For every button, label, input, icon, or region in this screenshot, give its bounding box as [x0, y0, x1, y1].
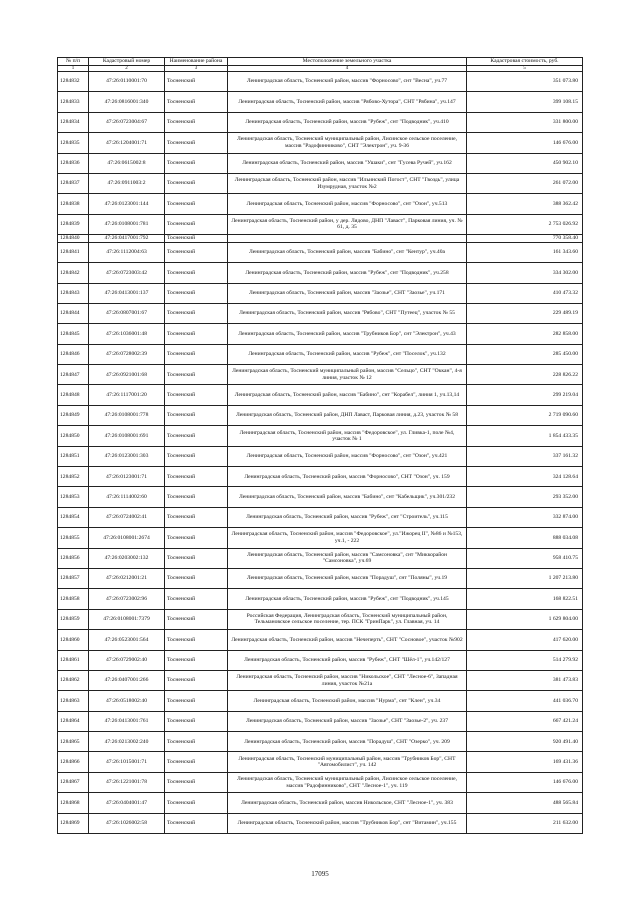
- cadastral-number: 47:26:0518002:40: [89, 691, 165, 711]
- land-plot-location: Ленинградская область, Тосненский район, массив "Бабино", снт "Корабел", линия 1, уч.13,14: [228, 385, 467, 405]
- cadastral-value: 168 822.51: [467, 589, 583, 609]
- row-number: 1284835: [58, 133, 89, 153]
- cadastral-value: 332 874.00: [467, 507, 583, 527]
- land-plot-location: Ленинградская область, Тосненский район, массив "Порадуш", СНТ "Озерко", уч. 209: [228, 732, 467, 752]
- district-name: Тосненский: [165, 609, 228, 629]
- page-number: 17095: [311, 870, 329, 878]
- cadastral-value: 299 219.04: [467, 385, 583, 405]
- district-name: Тосненский: [165, 263, 228, 283]
- cadastral-number: 47:26:1015001:71: [89, 752, 165, 772]
- cadastral-number: 47:26:0123001:71: [89, 467, 165, 487]
- land-plot-location: Ленинградская область, Тосненский район, массив "Заозье", СНТ "Заозье-2", уч. 237: [228, 711, 467, 731]
- cadastral-value: 331 800.00: [467, 112, 583, 132]
- table-row: [58, 548, 583, 568]
- cadastral-value: 770 358.40: [467, 235, 583, 243]
- cadastral-value: 1 207 213.80: [467, 568, 583, 588]
- district-name: Тосненский: [165, 344, 228, 364]
- land-plot-location: Ленинградская область, Тосненский район, массив "Бабино", снт "Кабельщик", уч.301/232: [228, 487, 467, 507]
- district-name: Тосненский: [165, 589, 228, 609]
- cadastral-number: 47:26:1036001:48: [89, 324, 165, 344]
- cadastral-number: 47:26:1114002:60: [89, 487, 165, 507]
- district-name: Тосненский: [165, 528, 228, 548]
- cadastral-number: 47:26:0723003:42: [89, 263, 165, 283]
- table-row: [58, 173, 583, 193]
- cadastral-value: 229 489.19: [467, 303, 583, 323]
- district-name: Тосненский: [165, 405, 228, 425]
- cadastral-number: 47:26:0724002:41: [89, 507, 165, 527]
- row-number: 1284838: [58, 194, 89, 214]
- header-location: Местоположение земельного участка: [228, 58, 467, 66]
- cadastral-value: 169 431.36: [467, 752, 583, 772]
- row-number: 1284869: [58, 813, 89, 833]
- cadastral-value: 488 565.84: [467, 793, 583, 813]
- cadastral-number: 47:26:0615002:8: [89, 153, 165, 173]
- cadastral-value: 228 826.22: [467, 365, 583, 385]
- cadastral-value: 1 854 433.35: [467, 426, 583, 446]
- row-number: 1284860: [58, 630, 89, 650]
- district-name: Тосненский: [165, 568, 228, 588]
- district-name: Тосненский: [165, 630, 228, 650]
- land-plot-location: Ленинградская область, Тосненский район, массив "Форносово", СНТ "Озон", уч. 159: [228, 467, 467, 487]
- cadastral-number: 47:26:1204001:71: [89, 133, 165, 153]
- row-number: 1284850: [58, 426, 89, 446]
- cadastral-number: 47:26:0523001:564: [89, 630, 165, 650]
- district-name: Тосненский: [165, 670, 228, 690]
- cadastral-number: 47:26:0816001:340: [89, 92, 165, 112]
- cadastral-number: 47:26:0723004:67: [89, 112, 165, 132]
- table-row: [58, 365, 583, 385]
- district-name: Тосненский: [165, 242, 228, 262]
- table-row: [58, 385, 583, 405]
- land-plot-location: Ленинградская область, Тосненский район, массив "Рубеж", снт "Подводник", уч.258: [228, 263, 467, 283]
- district-name: Тосненский: [165, 283, 228, 303]
- cadastral-value: 381 473.83: [467, 670, 583, 690]
- table-row: [58, 568, 583, 588]
- land-plot-location: Ленинградская область, Тосненский район, массив "Заозье", СНТ "Заозье", уч.171: [228, 283, 467, 303]
- table-row: [58, 813, 583, 833]
- table-row: [58, 467, 583, 487]
- cadastral-value: 334 302.00: [467, 263, 583, 283]
- column-number: 5: [467, 66, 583, 72]
- row-number: 1284842: [58, 263, 89, 283]
- district-name: Тосненский: [165, 72, 228, 92]
- district-name: Тосненский: [165, 772, 228, 792]
- table-row: [58, 589, 583, 609]
- cadastral-value: 958 410.75: [467, 548, 583, 568]
- table-row: [58, 732, 583, 752]
- land-plot-location: Ленинградская область, Тосненский муниципальный район, Лисинское сельское поселение, массив "Радофинниково", СНТ "Лесное-1", уч. 119: [228, 772, 467, 792]
- cadastral-value: 2 753 026.92: [467, 214, 583, 234]
- district-name: Тосненский: [165, 153, 228, 173]
- cadastral-value: 285 450.00: [467, 344, 583, 364]
- district-name: Тосненский: [165, 214, 228, 234]
- cadastral-value: 211 632.00: [467, 813, 583, 833]
- land-plot-location: Ленинградская область, Тосненский район, массив "Рубеж", снт "Подводник", уч.410: [228, 112, 467, 132]
- table-row: [58, 507, 583, 527]
- land-plot-location: Ленинградская область, Тосненский район, у дер. Лядово, ДНП "Лаваст", Парковая линия, уч. № 61, д. 35: [228, 214, 467, 234]
- table-row: [58, 691, 583, 711]
- row-number: 1284856: [58, 548, 89, 568]
- table-row: [58, 650, 583, 670]
- district-name: Тосненский: [165, 691, 228, 711]
- district-name: Тосненский: [165, 173, 228, 193]
- cadastral-number: 47:26:0729002:40: [89, 650, 165, 670]
- land-plot-location: Ленинградская область, Тосненский район, массив "Форносово", снт "Озон", уч.513: [228, 194, 467, 214]
- cadastral-value: 410 473.32: [467, 283, 583, 303]
- cadastral-value: 293 352.00: [467, 487, 583, 507]
- table-row: [58, 133, 583, 153]
- table-row: [58, 670, 583, 690]
- column-number: 4: [228, 66, 467, 72]
- cadastral-number: 47:26:0417001:792: [89, 235, 165, 243]
- land-plot-location: Ленинградская область, Тосненский район, массив "Трубников Бор", снт "Электрон", уч.43: [228, 324, 467, 344]
- district-name: Тосненский: [165, 548, 228, 568]
- land-plot-location: Ленинградская область, Тосненский район, массив "Трубников Бор", снт "Витамин", уч.155: [228, 813, 467, 833]
- header-district: Наименование района: [165, 58, 228, 66]
- land-plot-location: [228, 235, 467, 243]
- cadastral-value: 441 036.70: [467, 691, 583, 711]
- column-number: 2: [89, 66, 165, 72]
- cadastral-number: 47:26:0213002:240: [89, 732, 165, 752]
- district-name: Тосненский: [165, 793, 228, 813]
- row-number: 1284849: [58, 405, 89, 425]
- land-plot-location: Ленинградская область, Тосненский район, массив "Бабино", снт "Кентур", уч.40а: [228, 242, 467, 262]
- cadastral-number: 47:26:1026002:58: [89, 813, 165, 833]
- table-body: [58, 72, 583, 834]
- district-name: Тосненский: [165, 732, 228, 752]
- cadastral-value: 351 073.80: [467, 72, 583, 92]
- cadastral-value: 417 620.00: [467, 630, 583, 650]
- cadastral-number: 47:26:0108001:691: [89, 426, 165, 446]
- table-row: [58, 283, 583, 303]
- cadastral-value: 2 719 090.60: [467, 405, 583, 425]
- land-plot-location: Ленинградская область, Тосненский муниципальный район, Лисинское сельское поселение, массив "Радофинниково", СНТ "Электрон", уч. 9-36: [228, 133, 467, 153]
- table-row: [58, 72, 583, 92]
- table-row: [58, 405, 583, 425]
- cadastral-value: 388 362.42: [467, 194, 583, 214]
- table-row: [58, 630, 583, 650]
- cadastral-number: 47:26:0108001:2674: [89, 528, 165, 548]
- cadastral-number: 47:26:0728002:39: [89, 344, 165, 364]
- table-row: [58, 214, 583, 234]
- cadastral-value: 450 902.10: [467, 153, 583, 173]
- district-name: Тосненский: [165, 507, 228, 527]
- cadastral-number: 47:26:0911003:2: [89, 173, 165, 193]
- land-plot-location: Ленинградская область, Тосненский район, массив "Федоровское", ул."Ижорец II", №86 и №153, уч.1, - 222: [228, 528, 467, 548]
- header-cadastral-number: Кадастровый номер: [89, 58, 165, 66]
- district-name: Тосненский: [165, 365, 228, 385]
- district-name: Тосненский: [165, 813, 228, 833]
- land-plot-location: Ленинградская область, Тосненский район, массив "Рубеж", снт "Строитель", уч.115: [228, 507, 467, 527]
- district-name: Тосненский: [165, 752, 228, 772]
- land-plot-location: Ленинградская область, Тосненский район, массив "Рубеж", снт "Поселок", уч.132: [228, 344, 467, 364]
- cadastral-number: 47:26:0413001:137: [89, 283, 165, 303]
- cadastral-number: 47:26:0108001:778: [89, 405, 165, 425]
- row-number: 1284852: [58, 467, 89, 487]
- row-number: 1284854: [58, 507, 89, 527]
- district-name: Тосненский: [165, 467, 228, 487]
- land-plot-location: Ленинградская область, Тосненский муниципальный район, массив "Трубников Бор", СНТ "Автомобилист", уч. 142: [228, 752, 467, 772]
- table-row: [58, 446, 583, 466]
- cadastral-number: 47:26:0212001:21: [89, 568, 165, 588]
- district-name: Тосненский: [165, 446, 228, 466]
- table-row: [58, 772, 583, 792]
- cadastral-value: 146 676.00: [467, 772, 583, 792]
- cadastral-number: 47:26:1221001:78: [89, 772, 165, 792]
- row-number: 1284836: [58, 153, 89, 173]
- header-number: № п/п: [58, 58, 89, 66]
- land-plot-location: Ленинградская область, Тосненский район, массив "Ушаки", снт "Гусева Ручей", уч.162: [228, 153, 467, 173]
- land-plot-location: Ленинградская область, Тосненский район, массив "Ильинский Погост", СНТ "Гвоздь", улица Изумрудная, участок №2: [228, 173, 467, 193]
- table-row: [58, 752, 583, 772]
- table-row: [58, 487, 583, 507]
- cadastral-number: 47:26:0921001:68: [89, 365, 165, 385]
- cadastral-value: 282 858.00: [467, 324, 583, 344]
- land-plot-location: Ленинградская область, Тосненский район, массив "Рябово-Хутора", СНТ "Рябина", уч.147: [228, 92, 467, 112]
- cadastral-number: 47:26:0413001:761: [89, 711, 165, 731]
- district-name: Тосненский: [165, 235, 228, 243]
- land-plot-location: Ленинградская область, Тосненский район, массив "Порадуш", снт "Поляны", уч.19: [228, 568, 467, 588]
- cadastral-value: 324 128.64: [467, 467, 583, 487]
- row-number: 1284845: [58, 324, 89, 344]
- district-name: Тосненский: [165, 650, 228, 670]
- land-plot-location: Ленинградская область, Тосненский район, массив "Нурма", снт "Клен", уч.34: [228, 691, 467, 711]
- table-row: [58, 242, 583, 262]
- district-name: Тосненский: [165, 426, 228, 446]
- cadastral-value: 261 072.00: [467, 173, 583, 193]
- table-row: [58, 426, 583, 446]
- district-name: Тосненский: [165, 385, 228, 405]
- cadastral-number: 47:26:0108001:7379: [89, 609, 165, 629]
- table-row: [58, 92, 583, 112]
- cadastral-number: 47:26:0123001:303: [89, 446, 165, 466]
- cadastral-value: 161 343.60: [467, 242, 583, 262]
- land-plot-location: Ленинградская область, Тосненский район, массив "Рубеж", снт "Подводник", уч.145: [228, 589, 467, 609]
- cadastral-number: 47:26:0110001:70: [89, 72, 165, 92]
- district-name: Тосненский: [165, 194, 228, 214]
- row-number: 1284866: [58, 752, 89, 772]
- table-row: [58, 528, 583, 548]
- cadastral-number: 47:26:0407001:266: [89, 670, 165, 690]
- land-plot-location: Российская Федерация, Ленинградская область, Тосненский муниципальный район, Тельмановское сельское поселение, тер. ПСК "ГринПарк", ул. Главная, уч. 14: [228, 609, 467, 629]
- district-name: Тосненский: [165, 92, 228, 112]
- row-number: 1284863: [58, 691, 89, 711]
- district-name: Тосненский: [165, 324, 228, 344]
- land-plot-location: Ленинградская область, Тосненский район, массив "Форносово", снт "Весна", уч.77: [228, 72, 467, 92]
- cadastral-value: 399 108.15: [467, 92, 583, 112]
- cadastral-value: 1 629 804.00: [467, 609, 583, 629]
- table-row: [58, 235, 583, 243]
- row-number: 1284857: [58, 568, 89, 588]
- cadastral-number: 47:26:1112004:63: [89, 242, 165, 262]
- table-row: [58, 609, 583, 629]
- cadastral-value: 146 676.00: [467, 133, 583, 153]
- table-row: [58, 344, 583, 364]
- table-row: [58, 153, 583, 173]
- cadastral-value: 337 161.32: [467, 446, 583, 466]
- cadastral-value-table: [57, 57, 583, 834]
- cadastral-number: 47:26:0203002:132: [89, 548, 165, 568]
- district-name: Тосненский: [165, 487, 228, 507]
- cadastral-number: 47:26:0723002:96: [89, 589, 165, 609]
- row-number: 1284834: [58, 112, 89, 132]
- row-number: 1284864: [58, 711, 89, 731]
- table-row: [58, 112, 583, 132]
- cadastral-value: 920 491.40: [467, 732, 583, 752]
- header-row: [58, 58, 583, 66]
- cadastral-number: 47:26:0404001:47: [89, 793, 165, 813]
- row-number: 1284868: [58, 793, 89, 813]
- row-number: 1284851: [58, 446, 89, 466]
- land-plot-location: Ленинградская область, Тосненский район, массив "Форносово", снт "Озон", уч.421: [228, 446, 467, 466]
- header-cadastral-value: Кадастровая стоимость, руб.: [467, 58, 583, 66]
- land-plot-location: Ленинградская область, Тосненский район, массив "Нечеперть", СНТ "Сосновое", участок №902: [228, 630, 467, 650]
- cadastral-value: 667 421.24: [467, 711, 583, 731]
- row-number: 1284847: [58, 365, 89, 385]
- row-number: 1284832: [58, 72, 89, 92]
- district-name: Тосненский: [165, 303, 228, 323]
- land-plot-location: Ленинградская область, Тосненский район, массив "Федоровское", ул. Гливка-1, поле №4, участок № 1: [228, 426, 467, 446]
- row-number: 1284858: [58, 589, 89, 609]
- row-number: 1284841: [58, 242, 89, 262]
- row-number: 1284833: [58, 92, 89, 112]
- cadastral-number: 47:26:1117001:20: [89, 385, 165, 405]
- land-plot-location: Ленинградская область, Тосненский район, ДНП Лаваст, Парковая линия, д.23, участок № 58: [228, 405, 467, 425]
- cadastral-value: 888 034.08: [467, 528, 583, 548]
- row-number: 1284846: [58, 344, 89, 364]
- column-number: 1: [58, 66, 89, 72]
- table-row: [58, 711, 583, 731]
- land-plot-location: Ленинградская область, Тосненский район, массив "Никольское", СНТ "Лесное-6", Западная линия, участок №21а: [228, 670, 467, 690]
- cadastral-number: 47:26:0807001:67: [89, 303, 165, 323]
- row-number: 1284862: [58, 670, 89, 690]
- row-number: 1284839: [58, 214, 89, 234]
- row-number: 1284867: [58, 772, 89, 792]
- cadastral-number: 47:26:0108001:781: [89, 214, 165, 234]
- table-row: [58, 194, 583, 214]
- district-name: Тосненский: [165, 711, 228, 731]
- row-number: 1284837: [58, 173, 89, 193]
- table-row: [58, 793, 583, 813]
- row-number: 1284840: [58, 235, 89, 243]
- table-row: [58, 303, 583, 323]
- row-number: 1284848: [58, 385, 89, 405]
- row-number: 1284843: [58, 283, 89, 303]
- district-name: Тосненский: [165, 133, 228, 153]
- row-number: 1284844: [58, 303, 89, 323]
- cadastral-value: 514 279.92: [467, 650, 583, 670]
- row-number: 1284853: [58, 487, 89, 507]
- cadastral-number: 47:26:0123001:144: [89, 194, 165, 214]
- row-number: 1284865: [58, 732, 89, 752]
- row-number: 1284859: [58, 609, 89, 629]
- land-plot-location: Ленинградская область, Тосненский район, массив "Самсоновка", снт "Миккорайон "Самсоновка", уч.69: [228, 548, 467, 568]
- district-name: Тосненский: [165, 112, 228, 132]
- row-number: 1284861: [58, 650, 89, 670]
- table-row: [58, 324, 583, 344]
- table-row: [58, 263, 583, 283]
- column-number: 3: [165, 66, 228, 72]
- land-plot-location: Ленинградская область, Тосненский район, массив "Рубеж", СНТ "Шёл-1", уч.142/127: [228, 650, 467, 670]
- land-plot-location: Ленинградская область, Тосненский район, массив Никольское, СНТ "Лесное-1", уч. 383: [228, 793, 467, 813]
- land-plot-location: Ленинградская область, Тосненский район, массив "Рябово", СНТ "Путеец", участок № 55: [228, 303, 467, 323]
- row-number: 1284855: [58, 528, 89, 548]
- land-plot-location: Ленинградская область, Тосненский муниципальный район, массив "Сельцо", СНТ "Оккан", 4-я линия, участок № 12: [228, 365, 467, 385]
